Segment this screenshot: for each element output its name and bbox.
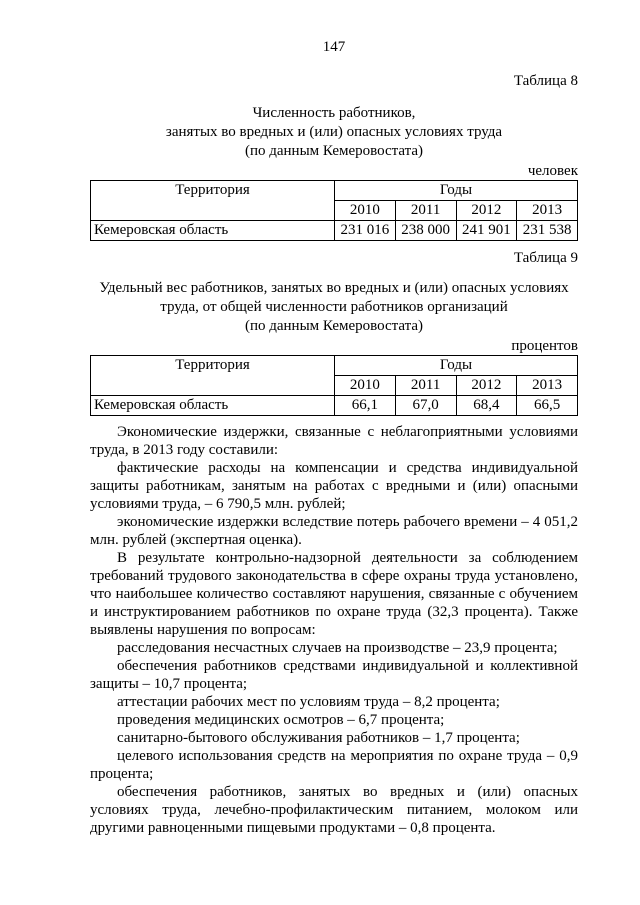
table9-title-line-3: (по данным Кемеровостата)	[244, 318, 424, 334]
body-paragraph: Экономические издержки, связанные с неблагоприятными условиями труда, в 2013 году составили:	[90, 424, 578, 458]
page-content	[90, 38, 578, 837]
table9-header-territory: Территория	[91, 356, 335, 396]
table9-value-2010: 66,1	[335, 396, 396, 416]
body-paragraph: аттестации рабочих мест по условиям труда – 8,2 процента;	[117, 694, 500, 710]
body-text	[90, 423, 578, 837]
table8-header-year-2012: 2012	[456, 201, 517, 221]
table9-data-row	[91, 396, 578, 416]
table9-unit-label: процентов	[511, 338, 578, 354]
body-paragraph: обеспечения работников, занятых во вредных и (или) опасных условиях труда, лечебно-профилактическим питанием, молоком или другими равноценными пищевыми продуктами – 0,8 процента.	[90, 784, 578, 836]
body-paragraph: санитарно-бытового обслуживания работников – 1,7 процента;	[117, 730, 520, 746]
table8-label: Таблица 8	[513, 73, 578, 89]
body-paragraph: фактические расходы на компенсации и средства индивидуальной защиты работникам, занятым на работах с вредными и (или) опасными условиями труда, – 6 790,5 млн. рублей;	[90, 460, 578, 512]
table9-value-2012: 68,4	[456, 396, 517, 416]
body-paragraph: экономические издержки вследствие потерь рабочего времени – 4 051,2 млн. рублей (экспертная оценка).	[90, 514, 578, 548]
table8-title-line-1: Численность работников,	[252, 105, 416, 121]
table8-header-year-2011: 2011	[395, 201, 456, 221]
table9-title-line-2: труда, от общей численности работников организаций	[160, 299, 508, 315]
table8-title	[90, 104, 578, 161]
table9-value-2011: 67,0	[395, 396, 456, 416]
table9-title-line-1: Удельный вес работников, занятых во вредных и (или) опасных условиях	[99, 280, 569, 296]
table9-header-row-1	[91, 356, 578, 376]
table8-value-2010: 231 016	[335, 221, 396, 241]
page-number: 147	[322, 39, 346, 55]
table8-unit-label: человек	[527, 163, 578, 179]
table8-value-2013: 231 538	[517, 221, 578, 241]
table9-header-year-2013: 2013	[517, 376, 578, 396]
table8-header-year-2010: 2010	[335, 201, 396, 221]
table9-header-year-2010: 2010	[335, 376, 396, 396]
body-paragraph: В результате контрольно-надзорной деятельности за соблюдением требований трудового законодательства в сфере охраны труда установлено, что наибольшее количество составляют нарушения, связанные с обучением и инструктированием работников по охране труда (32,3 процента). Также выявлены нарушения по вопросам:	[90, 550, 578, 638]
table8-title-line-2: занятых во вредных и (или) опасных условиях труда	[165, 124, 503, 140]
table9-header-year-2012: 2012	[456, 376, 517, 396]
body-paragraph: обеспечения работников средствами индивидуальной и коллективной защиты – 10,7 процента;	[90, 658, 578, 692]
table9-title	[90, 279, 578, 336]
table8-value-2012: 241 901	[456, 221, 517, 241]
table9	[90, 355, 578, 416]
table8-title-line-3: (по данным Кемеровостата)	[244, 143, 424, 159]
table8-header-years-group: Годы	[335, 181, 578, 201]
table9-value-2013: 66,5	[517, 396, 578, 416]
table9-territory-cell: Кемеровская область	[91, 396, 335, 416]
body-paragraph: расследования несчастных случаев на производстве – 23,9 процента;	[117, 640, 558, 656]
body-paragraph: целевого использования средств на мероприятия по охране труда – 0,9 процента;	[90, 748, 578, 782]
table8-territory-cell: Кемеровская область	[91, 221, 335, 241]
table8-header-territory: Территория	[91, 181, 335, 221]
table8-data-row	[91, 221, 578, 241]
table8-header-year-2013: 2013	[517, 201, 578, 221]
table8-value-2011: 238 000	[395, 221, 456, 241]
table8-header-row-1	[91, 181, 578, 201]
body-paragraph: проведения медицинских осмотров – 6,7 процента;	[117, 712, 445, 728]
table9-header-year-2011: 2011	[395, 376, 456, 396]
table9-header-years-group: Годы	[335, 356, 578, 376]
table9-label: Таблица 9	[513, 250, 578, 266]
table8	[90, 180, 578, 241]
